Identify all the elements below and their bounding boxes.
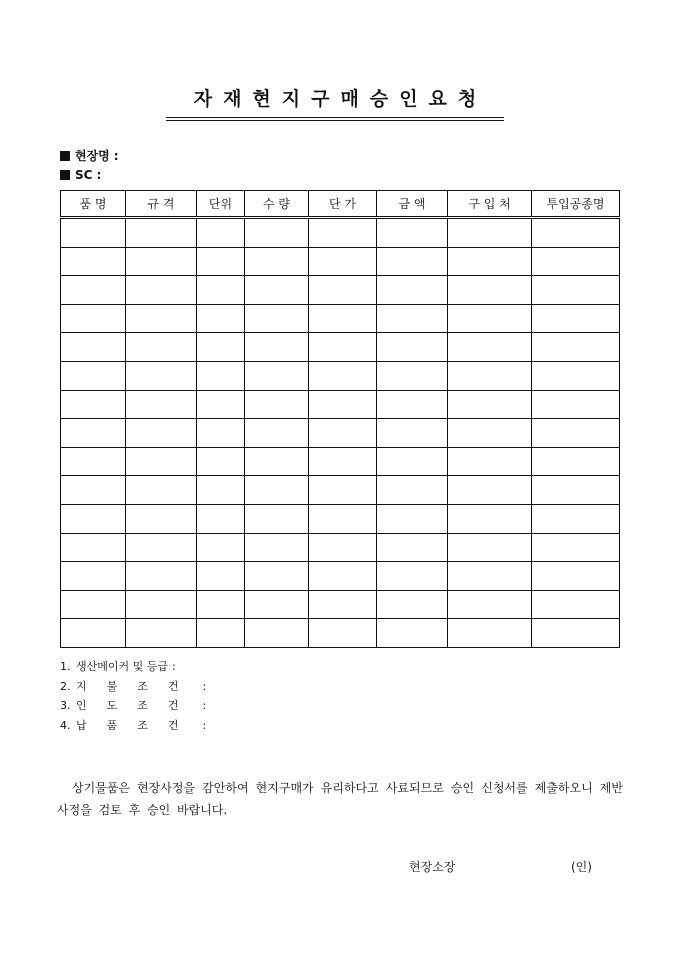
header-unit-price: 단 가 bbox=[309, 191, 377, 218]
condition-delivery bbox=[60, 696, 206, 716]
table-cell[interactable] bbox=[309, 247, 377, 276]
table-cell[interactable] bbox=[532, 218, 620, 248]
table-cell[interactable] bbox=[197, 419, 245, 448]
table-row bbox=[61, 590, 620, 619]
table-row bbox=[61, 304, 620, 333]
table-row bbox=[61, 361, 620, 390]
condition-colon: : bbox=[172, 660, 176, 673]
table-cell[interactable] bbox=[532, 533, 620, 562]
table-cell[interactable] bbox=[61, 304, 126, 333]
condition-label: 납품조건 bbox=[76, 718, 199, 732]
table-cell[interactable] bbox=[448, 447, 532, 476]
document-title-block bbox=[166, 86, 504, 112]
table-cell[interactable] bbox=[309, 504, 377, 533]
table-cell[interactable] bbox=[126, 218, 197, 248]
table-cell[interactable] bbox=[377, 218, 448, 248]
site-name-label: 현장명 bbox=[75, 149, 110, 163]
table-cell[interactable] bbox=[532, 361, 620, 390]
table-cell[interactable] bbox=[126, 361, 197, 390]
table-cell[interactable] bbox=[309, 218, 377, 248]
table-cell[interactable] bbox=[448, 562, 532, 591]
table-cell[interactable] bbox=[532, 476, 620, 505]
table-cell[interactable] bbox=[448, 390, 532, 419]
condition-payment bbox=[60, 677, 206, 697]
site-name-line bbox=[60, 147, 119, 164]
conditions-list bbox=[60, 657, 206, 735]
table-cell[interactable] bbox=[377, 276, 448, 305]
table-cell[interactable] bbox=[61, 476, 126, 505]
site-manager-label: 현장소장 bbox=[409, 860, 456, 874]
table-cell[interactable] bbox=[245, 562, 309, 591]
sc-label: SC bbox=[75, 168, 93, 182]
condition-label: 인도조건 bbox=[76, 699, 199, 712]
table-cell[interactable] bbox=[61, 419, 126, 448]
square-bullet-icon bbox=[60, 170, 70, 180]
table-cell[interactable] bbox=[448, 476, 532, 505]
table-cell[interactable] bbox=[126, 419, 197, 448]
header-item-name: 품 명 bbox=[61, 191, 126, 218]
sc-colon: : bbox=[96, 168, 102, 182]
table-cell[interactable] bbox=[126, 333, 197, 362]
table-cell[interactable] bbox=[532, 619, 620, 648]
table-cell[interactable] bbox=[309, 276, 377, 305]
table-cell[interactable] bbox=[448, 218, 532, 248]
table-cell[interactable] bbox=[61, 276, 126, 305]
table-cell[interactable] bbox=[309, 419, 377, 448]
table-cell[interactable] bbox=[197, 447, 245, 476]
table-cell[interactable] bbox=[377, 447, 448, 476]
table-cell[interactable] bbox=[197, 533, 245, 562]
table-cell[interactable] bbox=[197, 361, 245, 390]
table-cell[interactable] bbox=[126, 390, 197, 419]
table-cell[interactable] bbox=[197, 390, 245, 419]
table-cell[interactable] bbox=[126, 619, 197, 648]
request-statement: 상기물품은 현장사정을 감안하여 현지구매가 유리하다고 사료되므로 승인 신청서를 제출하오니 제반 사정을 검토 후 승인 바랍니다. bbox=[57, 781, 623, 817]
table-cell[interactable] bbox=[126, 447, 197, 476]
table-cell[interactable] bbox=[377, 419, 448, 448]
condition-number: 4. bbox=[60, 718, 71, 732]
table-cell[interactable] bbox=[448, 533, 532, 562]
table-cell[interactable] bbox=[126, 562, 197, 591]
table-cell[interactable] bbox=[126, 247, 197, 276]
table-cell[interactable] bbox=[532, 276, 620, 305]
table-cell[interactable] bbox=[197, 590, 245, 619]
square-bullet-icon bbox=[60, 151, 70, 161]
table-cell[interactable] bbox=[448, 247, 532, 276]
condition-colon: : bbox=[202, 699, 207, 712]
table-row bbox=[61, 390, 620, 419]
table-cell[interactable] bbox=[61, 533, 126, 562]
table-row bbox=[61, 476, 620, 505]
table-cell[interactable] bbox=[245, 419, 309, 448]
table-cell[interactable] bbox=[377, 333, 448, 362]
table-cell[interactable] bbox=[245, 333, 309, 362]
table-row bbox=[61, 247, 620, 276]
table-row bbox=[61, 447, 620, 476]
condition-number: 1. bbox=[60, 660, 71, 673]
table-cell[interactable] bbox=[448, 590, 532, 619]
table-cell[interactable] bbox=[61, 247, 126, 276]
table-cell[interactable] bbox=[61, 562, 126, 591]
table-cell[interactable] bbox=[61, 447, 126, 476]
table-cell[interactable] bbox=[245, 276, 309, 305]
sc-line bbox=[60, 168, 101, 182]
table-cell[interactable] bbox=[126, 504, 197, 533]
table-cell[interactable] bbox=[309, 619, 377, 648]
table-cell[interactable] bbox=[197, 619, 245, 648]
table-cell[interactable] bbox=[377, 390, 448, 419]
table-row bbox=[61, 276, 620, 305]
table-cell[interactable] bbox=[245, 619, 309, 648]
table-cell[interactable] bbox=[126, 276, 197, 305]
table-cell[interactable] bbox=[245, 447, 309, 476]
condition-label: 생산메이커 및 등급 bbox=[76, 660, 169, 673]
table-cell[interactable] bbox=[532, 247, 620, 276]
table-cell[interactable] bbox=[532, 390, 620, 419]
header-amount: 금 액 bbox=[377, 191, 448, 218]
table-cell[interactable] bbox=[448, 504, 532, 533]
table-cell[interactable] bbox=[309, 447, 377, 476]
table-cell[interactable] bbox=[126, 476, 197, 505]
table-cell[interactable] bbox=[309, 533, 377, 562]
title-underline-bottom bbox=[166, 120, 504, 121]
table-cell[interactable] bbox=[448, 419, 532, 448]
table-cell[interactable] bbox=[377, 562, 448, 591]
table-cell[interactable] bbox=[61, 361, 126, 390]
table-cell[interactable] bbox=[377, 361, 448, 390]
table-cell[interactable] bbox=[61, 504, 126, 533]
table-cell[interactable] bbox=[377, 247, 448, 276]
seal-mark: (인) bbox=[571, 860, 592, 874]
table-cell[interactable] bbox=[377, 304, 448, 333]
table-cell[interactable] bbox=[309, 590, 377, 619]
table-cell[interactable] bbox=[377, 504, 448, 533]
condition-maker-grade bbox=[60, 657, 206, 677]
table-cell[interactable] bbox=[309, 390, 377, 419]
condition-number: 2. bbox=[60, 679, 71, 693]
header-unit: 단위 bbox=[197, 191, 245, 218]
table-cell[interactable] bbox=[245, 504, 309, 533]
table-cell[interactable] bbox=[61, 390, 126, 419]
table-row bbox=[61, 562, 620, 591]
table-cell[interactable] bbox=[61, 218, 126, 248]
table-row bbox=[61, 504, 620, 533]
table-cell[interactable] bbox=[448, 333, 532, 362]
table-cell[interactable] bbox=[532, 447, 620, 476]
purchase-items-table bbox=[60, 190, 620, 648]
header-spec: 규 격 bbox=[126, 191, 197, 218]
table-cell[interactable] bbox=[61, 619, 126, 648]
table-cell[interactable] bbox=[197, 304, 245, 333]
table-row bbox=[61, 619, 620, 648]
table-cell[interactable] bbox=[197, 562, 245, 591]
table-cell[interactable] bbox=[61, 590, 126, 619]
table-cell[interactable] bbox=[309, 304, 377, 333]
table-cell[interactable] bbox=[532, 304, 620, 333]
site-name-colon: : bbox=[113, 149, 119, 163]
table-cell[interactable] bbox=[61, 333, 126, 362]
table-row bbox=[61, 333, 620, 362]
table-cell[interactable] bbox=[448, 304, 532, 333]
table-row bbox=[61, 533, 620, 562]
header-work-type: 투입공종명 bbox=[532, 191, 620, 218]
table-cell[interactable] bbox=[197, 504, 245, 533]
table-cell[interactable] bbox=[126, 533, 197, 562]
table-cell[interactable] bbox=[532, 562, 620, 591]
table-cell[interactable] bbox=[377, 590, 448, 619]
condition-colon: : bbox=[202, 679, 207, 693]
table-cell[interactable] bbox=[532, 504, 620, 533]
table-cell[interactable] bbox=[532, 419, 620, 448]
table-cell[interactable] bbox=[245, 476, 309, 505]
table-row bbox=[61, 419, 620, 448]
condition-supply bbox=[60, 716, 206, 736]
title-underline-top bbox=[166, 117, 504, 118]
table-cell[interactable] bbox=[309, 562, 377, 591]
table-cell[interactable] bbox=[377, 619, 448, 648]
table-cell[interactable] bbox=[197, 218, 245, 248]
table-cell[interactable] bbox=[448, 276, 532, 305]
table-cell[interactable] bbox=[245, 361, 309, 390]
table-cell[interactable] bbox=[377, 476, 448, 505]
table-cell[interactable] bbox=[245, 247, 309, 276]
table-cell[interactable] bbox=[377, 533, 448, 562]
table-cell[interactable] bbox=[309, 476, 377, 505]
table-cell[interactable] bbox=[197, 476, 245, 505]
table-cell[interactable] bbox=[245, 390, 309, 419]
header-quantity: 수 량 bbox=[245, 191, 309, 218]
table-header-row bbox=[61, 191, 620, 218]
table-cell[interactable] bbox=[309, 333, 377, 362]
table-cell[interactable] bbox=[126, 590, 197, 619]
table-row bbox=[61, 218, 620, 248]
table-cell[interactable] bbox=[197, 276, 245, 305]
table-body bbox=[61, 218, 620, 648]
table-cell[interactable] bbox=[245, 304, 309, 333]
condition-label: 지불조건 bbox=[76, 679, 199, 693]
table-cell[interactable] bbox=[245, 590, 309, 619]
table-cell[interactable] bbox=[448, 619, 532, 648]
header-vendor: 구 입 처 bbox=[448, 191, 532, 218]
table-cell[interactable] bbox=[197, 333, 245, 362]
table-cell[interactable] bbox=[448, 361, 532, 390]
table-cell[interactable] bbox=[245, 218, 309, 248]
table-cell[interactable] bbox=[309, 361, 377, 390]
table-cell[interactable] bbox=[532, 333, 620, 362]
table-cell[interactable] bbox=[197, 247, 245, 276]
table-cell[interactable] bbox=[532, 590, 620, 619]
table-cell[interactable] bbox=[245, 533, 309, 562]
condition-colon: : bbox=[202, 718, 207, 732]
table-cell[interactable] bbox=[126, 304, 197, 333]
document-title: 자재현지구매승인요청 bbox=[193, 88, 488, 110]
condition-number: 3. bbox=[60, 699, 71, 712]
